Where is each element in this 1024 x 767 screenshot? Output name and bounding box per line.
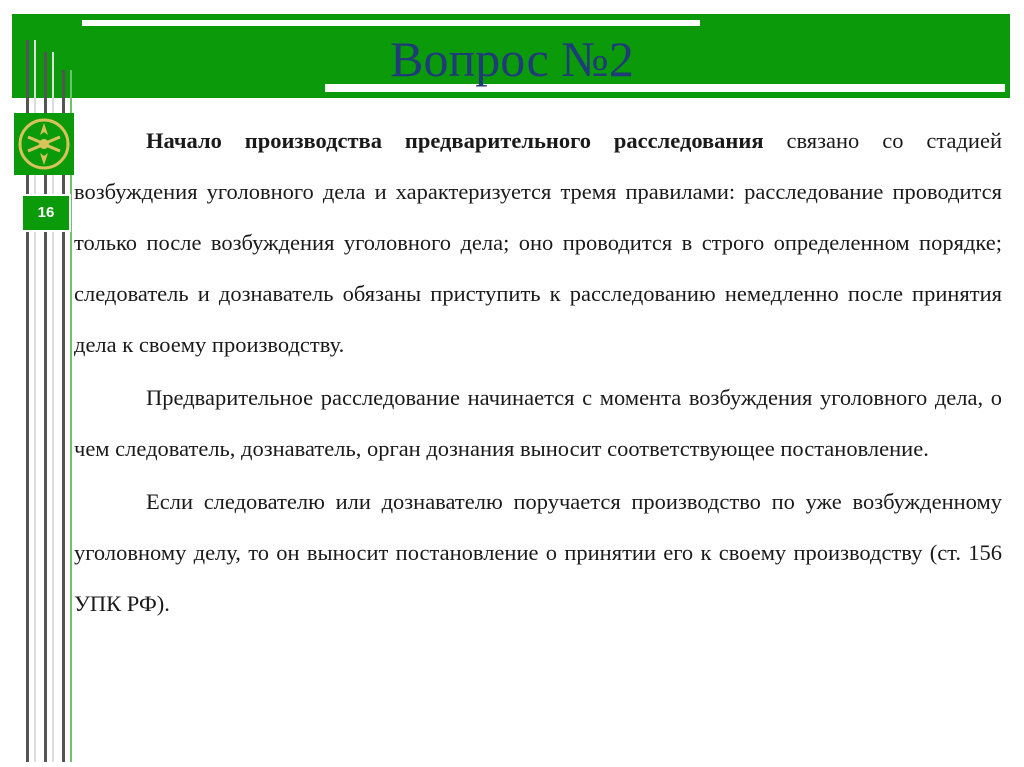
slide-body <box>74 115 1002 631</box>
paragraph-bold-lead: Начало производства предварительного расследования <box>146 128 764 153</box>
paragraph <box>74 115 1002 370</box>
slide-title: Вопрос №2 <box>390 31 634 87</box>
paragraph: Если следователю или дознавателю поручается производство по уже возбужденному уголовному делу, то он выносит постановление о принятии его к своему производству (ст. 156 УПК РФ). <box>74 489 1002 616</box>
page-number-badge: 16 <box>23 196 69 230</box>
paragraph: Предварительное расследование начинается с момента возбуждения уголовного дела, о чем следователь, дознаватель, орган дознания выносит соответствующее постановление. <box>74 385 1002 461</box>
paragraph-text: связано со стадией возбуждения уголовного дела и характеризуется тремя правилами: расследование проводится только после возбуждения уголовного дела; оно проводится в строго определенном порядке; следователь и дознаватель обязаны приступить к расследованию немедленно после принятия дела к своему производству. <box>74 128 1002 357</box>
emblem-icon <box>14 113 74 175</box>
